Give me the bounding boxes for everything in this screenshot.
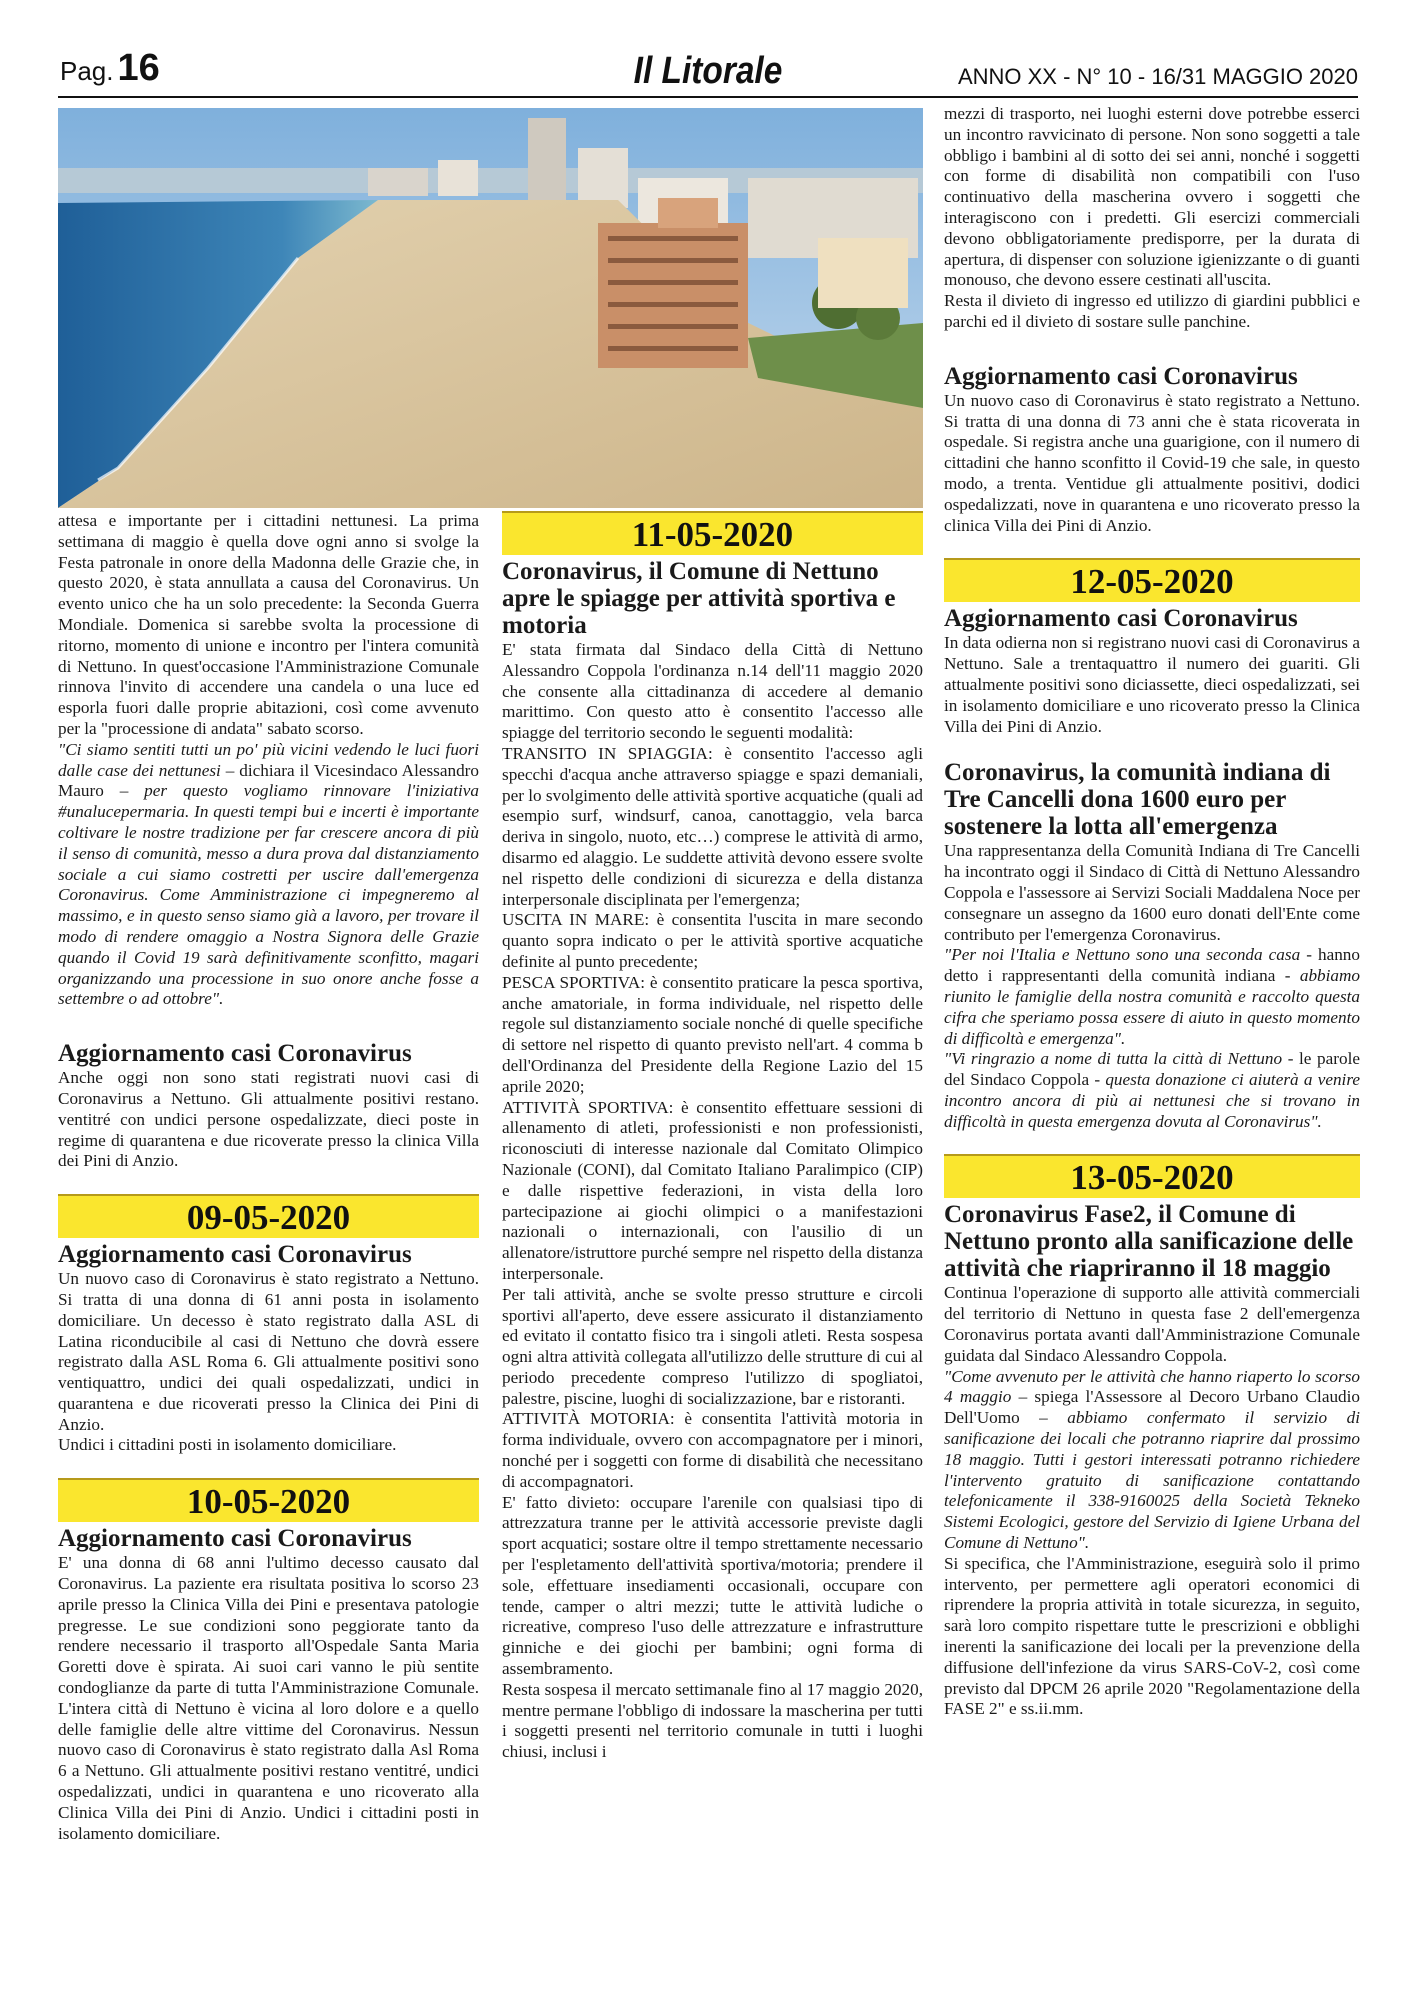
header-rule — [58, 96, 1358, 98]
section-title: Aggiornamento casi Coronavirus — [944, 362, 1298, 390]
spacer — [58, 1010, 479, 1040]
section-body: Continua l'operazione di supporto alle attività commerciali del territorio di Nettuno in questa fase 2 dell'emergenza Coronavirus portata avanti dall'Amministrazione Comunale guidata dal Sindaco Alessandro Coppola. — [944, 1283, 1360, 1365]
quote-attribution: - hanno detto i rappresentanti della comunità indiana - — [944, 945, 1360, 986]
column-3 — [944, 104, 1360, 1720]
article-paragraph: Resta sospesa il mercato settimanale fino al 17 maggio 2020, mentre permane l'obbligo di indossare la mascherina per tutti i soggetti presenti nel territorio comunale in tutti i luoghi chiusi, inclusi i — [502, 1679, 923, 1762]
article-paragraph: TRANSITO IN SPIAGGIA: è consentito l'accesso agli specchi d'acqua anche attraverso spiagge e spazi demaniali, per lo svolgimento delle attività sportive acquatiche (quali ad esempio surf, windsurf, canoa, canottaggio, vela barca deriva in singolo, nuoto, etc…) comprese le attività di armo, disarmo ed alaggio. Le suddette attività devono essere svolte nel rispetto delle condizioni di sicurezza e della distanza interpersonale disciplinata per l'emergenza; — [502, 743, 923, 909]
spacer — [944, 737, 1360, 759]
section-title: Aggiornamento casi Coronavirus — [58, 1241, 412, 1269]
column-1 — [58, 511, 479, 1844]
quote-part: abbiamo riunito le famiglie della nostra comunità e raccolto questa cifra che speriamo possa essere di aiuto in questo momento di difficoltà e emergenza". — [944, 966, 1360, 1048]
quote-attribution: - le parole del Sindaco Coppola - — [944, 1049, 1360, 1090]
section-body: In data odierna non si registrano nuovi casi di Coronavirus a Nettuno. Sale a trentaquattro il numero dei guariti. Gli attualmente positivi sono diciassette, dieci ospedalizzati, sei in isolamento domiciliare e uno ricoverato presso la Clinica Villa dei Pini di Anzio. — [944, 633, 1360, 736]
article-paragraph: E' fatto divieto: occupare l'arenile con qualsiasi tipo di attrezzatura tranne per le attività accessorie previste dagli sport acquatici; sostare oltre il tempo strettamente necessario per l'espletamento dell'attività sportiva/motoria; prendere il sole, effettuare insediamenti occasionali, occupare con tende, camper o altri mezzi; tutte le attività ludiche o ricreative, compreso l'uso delle attrezzature e infrastrutture ginniche e dei giochi per bambini; ogni forma di assembramento. — [502, 1492, 923, 1679]
quote-attribution: – dichiara il Vicesindaco Alessandro Mauro – — [58, 760, 479, 801]
intro-paragraph: attesa e importante per i cittadini nettunesi. La prima settimana di maggio è quella dove ogni anno si svolge la Festa patronale in onore della Madonna delle Grazie che, in questo 2020, è stata annullata a causa del Coronavirus. Un evento unico che ha un solo precedente: la Seconda Guerra Mondiale. Domenica si sarebbe svolta la processione di ritorno, momento di unione e incontro per l'intera comunità di Nettuno. In quest'occasione l'Amministrazione Comunale rinnova l'invito di accendere una candela o una luce ed esporla fuori dalle proprie abitazioni, così come avvenuto per la "processione di andata" sabato scorso. — [58, 511, 479, 738]
quote-attribution: – spiega l'Assessore al Decoro Urbano Claudio Dell'Uomo – — [944, 1387, 1361, 1428]
quote-paragraph — [944, 945, 1360, 1049]
spacer — [58, 1172, 479, 1194]
issue-info: ANNO XX - N° 10 - 16/31 MAGGIO 2020 — [957, 64, 1358, 89]
article-paragraph: USCITA IN MARE: è consentita l'uscita in mare secondo quanto sopra indicato o per le attività sportive acquatiche definite al punto precedente; — [502, 910, 923, 971]
quote-paragraph — [58, 740, 479, 1010]
date-band: 12-05-2020 — [944, 558, 1360, 602]
article-title: Coronavirus, il Comune di Nettuno apre le spiagge per attività sportiva e motoria — [502, 558, 896, 639]
spacer — [944, 1132, 1360, 1154]
section-title: Coronavirus, la comunità indiana di Tre Cancelli dona 1600 euro per sostenere la lotta all'emergenza — [944, 759, 1331, 841]
section-body: Undici i cittadini posti in isolamento domiciliare. — [58, 1435, 397, 1455]
article-paragraph: mezzi di trasporto, nei luoghi esterni dove potrebbe esserci un incontro ravvicinato di persone. Non sono soggetti a tale obbligo i bambini al di sotto dei sei anni, nonché i soggetti con forme di disabilità non compatibili con l'uso continuativo della mascherina ovvero i soggetti che interagiscono con i predetti. Gli esercizi commerciali devono obbligatoriamente predisporre, per la durata di apertura, di dispenser con soluzione igienizzante o di guanti monouso, che devono essere cestinati all'uscita. — [944, 104, 1360, 290]
beach-photo-illustration — [58, 108, 923, 508]
quote-part: per questo vogliamo rinnovare l'iniziativa #unalucepermaria. In questi tempi bui e incerti è importante coltivare le nostre tradizione per far crescere ancora di più il senso di comunità, messo a dura prova dal distanziamento sociale a cui siamo costretti per uscire dall'emergenza Coronavirus. Come Amministrazione ci impegneremo al massimo, e in questo senso siamo già a lavoro, per trovare il modo di rendere omaggio a Nostra Signora delle Grazie quando il Covid 19 sarà definitivamente sconfitto, magari organizzando una processione in suo onore anche fosse a settembre o ad ottobre". — [58, 781, 479, 1009]
quote-part: "Per noi l'Italia e Nettuno sono una seconda casa — [944, 945, 1301, 965]
section-body: Anche oggi non sono stati registrati nuovi casi di Coronavirus a Nettuno. Gli attualmente positivi restano. ventitré con undici persone ospedalizzate, dieci poste in regime di quarantena e due ricoverate presso la clinica Villa dei Pini di Anzio. — [58, 1068, 479, 1171]
spacer — [944, 536, 1360, 558]
date-band: 11-05-2020 — [502, 511, 923, 555]
article-paragraph: PESCA SPORTIVA: è consentito praticare la pesca sportiva, anche amatoriale, in forma individuale, nel rispetto delle regole sul distanziamento sociale nonché di quelle specifiche di settore nel rispetto di quanto previsto nell'art. 4 comma b dell'Ordinanza del Presidente della Regione Lazio del 15 aprile 2020; — [502, 972, 923, 1096]
section-title: Coronavirus Fase2, il Comune di Nettuno pronto alla sanificazione delle attività che riapriranno il 18 maggio — [944, 1201, 1354, 1283]
section-title: Aggiornamento casi Coronavirus — [58, 1040, 412, 1068]
article-paragraph: ATTIVITÀ MOTORIA: è consentita l'attività motoria in forma individuale, ovvero con accompagnatore per i minori, nonché per i soggetti con forme di disabilità che necessitano di accompagnatori. — [502, 1409, 923, 1491]
date-band: 10-05-2020 — [58, 1478, 479, 1522]
quote-paragraph — [944, 1367, 1360, 1554]
quote-part: abbiamo confermato il servizio di sanificazione dei locali che potranno riaprire dal prossimo 18 maggio. Tutti i gestori interessati potranno richiedere l'intervento gratuito di sanificazione contattando telefonicamente il 338-9160025 della Società Tekneko Sistemi Ecologici, gestore del Servizio di Igiene Urbana del Comune di Nettuno". — [944, 1408, 1360, 1553]
quote-part: "Ci siamo sentiti tutti un po' più vicini vedendo le luci fuori dalle case dei nettunesi — [58, 739, 479, 780]
article-paragraph: Resta il divieto di ingresso ed utilizzo di giardini pubblici e parchi ed il divieto di sostare sulle panchine. — [944, 291, 1360, 331]
date-band: 09-05-2020 — [58, 1194, 479, 1238]
spacer — [58, 1456, 479, 1478]
date-band: 13-05-2020 — [944, 1154, 1360, 1198]
spacer — [944, 333, 1360, 363]
section-body: E' una donna di 68 anni l'ultimo decesso causato dal Coronavirus. La paziente era risultata positiva lo scorso 23 aprile presso la Clinica Villa dei Pini e presentava patologie pregresse. Le sue condizioni sono peggiorate tanto da rendere necessario il trasporto all'Ospedale Santa Maria Goretti dove è spirata. Ai suoi cari vanno le più sentite condoglianze da parte di tutta l'Amministrazione Comunale. L'intera città di Nettuno è vicina al loro dolore e a quello delle famiglie delle altre vittime del Coronavirus. Nessun nuovo caso di Coronavirus è stato registrato dalla Asl Roma 6 a Nettuno. Gli attualmente positivi restano ventitré, undici ospedalizzati, undici in quarantena e uno ricoverato alla Clinica Villa dei Pini di Anzio. Undici i cittadini posti in isolamento domiciliare. — [58, 1553, 479, 1843]
quote-paragraph — [944, 1049, 1360, 1132]
section-title: Aggiornamento casi Coronavirus — [944, 605, 1298, 633]
page-number-value: 16 — [117, 47, 160, 89]
quote-part: "Vi ringrazio a nome di tutta la città di Nettuno — [944, 1049, 1283, 1069]
quote-part: questa donazione ci aiuterà a venire incontro ancora di più ai nettunesi che si trovano in difficoltà in questa emergenza dovuta al Coronavirus". — [944, 1070, 1360, 1131]
section-body: Una rappresentanza della Comunità Indiana di Tre Cancelli ha incontrato oggi il Sindaco di Città di Nettuno Alessandro Coppola e l'assessore ai Servizi Sociali Maddalena Noce per consegnare un assegno da 1600 euro donati dell'Ente come contributo per l'emergenza Coronavirus. — [944, 841, 1360, 944]
section-body: Un nuovo caso di Coronavirus è stato registrato a Nettuno. Si tratta di una donna di 61 anni posta in isolamento domiciliare. Un decesso è stato registrato dalla ASL di Latina riconducibile al casi di Nettuno che dovrà essere registrato dalla ASL Roma 6. Gli attualmente positivi sono ventiquattro, undici dei quali ospedalizzati, undici in quarantena e due ricoverati presso la Clinica dei Pini di Anzio. — [58, 1269, 479, 1434]
article-paragraph: E' stata firmata dal Sindaco della Città di Nettuno Alessandro Coppola l'ordinanza n.14 dell'11 maggio 2020 che consente alla cittadinanza di accedere al demanio marittimo. Con questo atto è consentito l'accesso alle spiagge del territorio secondo le seguenti modalità: — [502, 640, 923, 743]
quote-part: "Come avvenuto per le attività che hanno riaperto lo scorso 4 maggio — [944, 1366, 1360, 1407]
section-body: Si specifica, che l'Amministrazione, eseguirà solo il primo intervento, per permettere agli operatori economici di riprendere la propria attività in totale sicurezza, in seguito, sarà loro compito rispettare tutte le prescrizioni e obblighi inerenti la sanificazione dei locali per la prevenzione della diffusione dell'infezione da virus SARS-CoV-2, così come previsto dal DPCM 26 aprile 2020 "Regolamentazione della FASE 2" e ss.ii.mm. — [944, 1553, 1360, 1719]
article-paragraph: Per tali attività, anche se svolte presso strutture e circoli sportivi all'aperto, deve essere assicurato il distanziamento ed evitato il contatto fisico tra i singoli atleti. Resta sospesa ogni altra attività collegata all'utilizzo delle strutture di cui al periodo precedente compreso l'utilizzo di spogliatoi, palestre, piscine, luoghi di socializzazione, bar e ristoranti. — [502, 1284, 923, 1408]
page-label: Pag. — [60, 56, 114, 86]
section-body: Un nuovo caso di Coronavirus è stato registrato a Nettuno. Si tratta di una donna di 73 anni che è stata ricoverata in ospedale. Si registra anche una guarigione, con il numero di cittadini che hanno sconfitto il Covid-19 che sale, in questo modo, a trenta. Ventidue gli attualmente positivi, dodici ospedalizzati, nove in quarantena e uno ricoverato presso la clinica Villa dei Pini di Anzio. — [944, 390, 1360, 535]
column-2 — [502, 511, 923, 1763]
section-title: Aggiornamento casi Coronavirus — [58, 1525, 412, 1553]
masthead: Il Litorale — [633, 50, 783, 92]
beach-photo — [58, 108, 923, 508]
page-header — [58, 47, 1358, 104]
article-paragraph: ATTIVITÀ SPORTIVA: è consentito effettuare sessioni di allenamento di atleti, professionisti e non professionisti, riconosciuti di interesse nazionale dal Comitato Olimpico Nazionale (CONI), dal Comitato Italiano Paralimpico (CIP) e dalle rispettive federazioni, in vista della loro partecipazione ai giochi olimpici o a manifestazioni nazionali o internazionali, con l'ausilio di un allenatore/istruttore purché sempre nel rispetto della distanza interpersonale. — [502, 1097, 923, 1283]
